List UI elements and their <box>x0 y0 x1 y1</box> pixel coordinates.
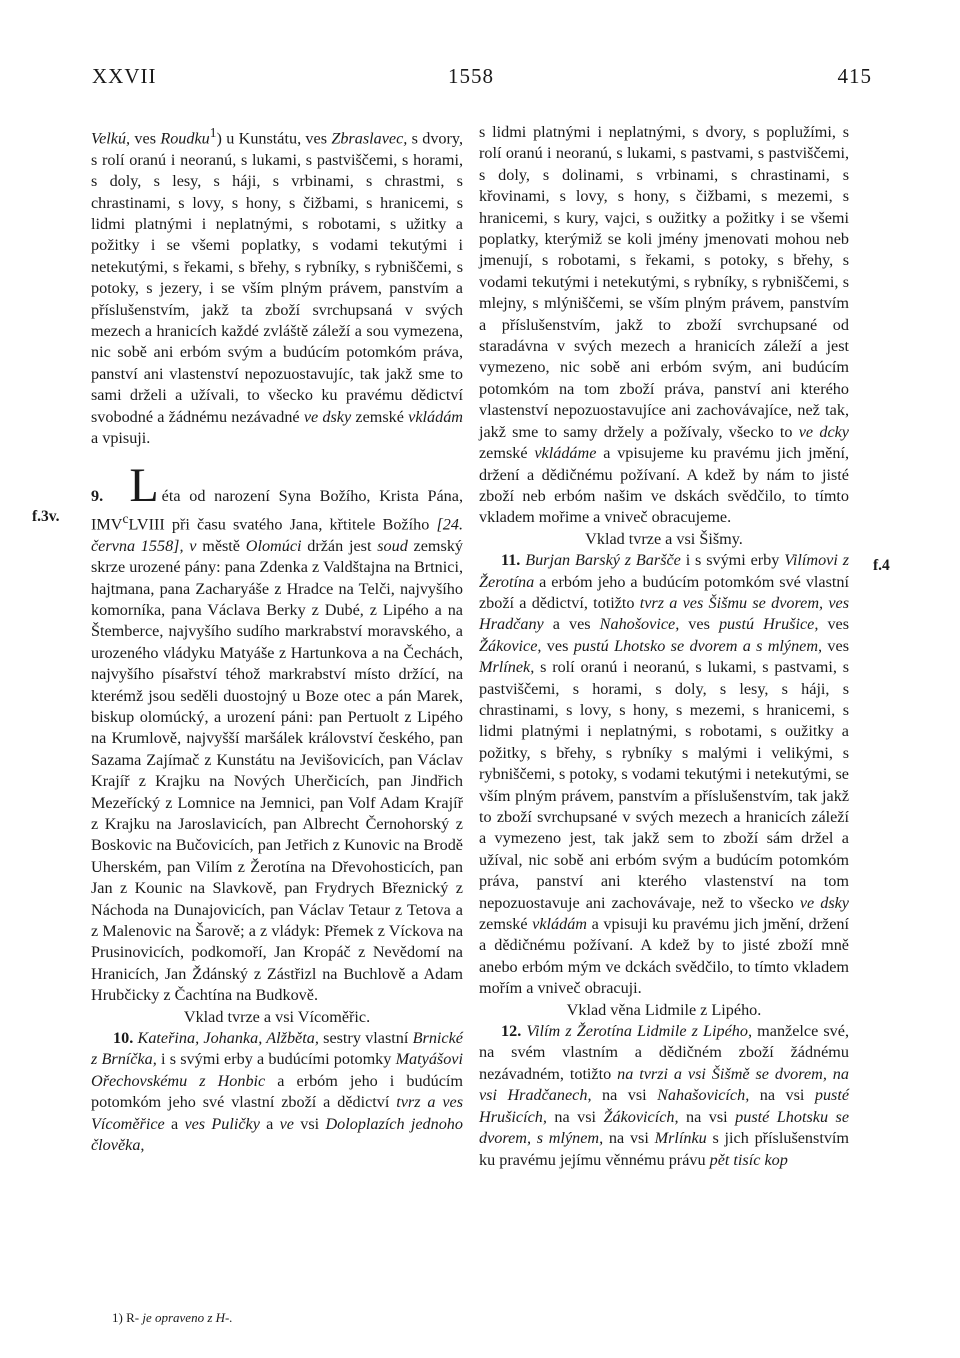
text: éta od narození Syna Božího, Krista Pána, IMV <box>91 487 463 534</box>
place-name: Žákovicích, <box>603 1107 679 1126</box>
text: manželce své, na svém vlastním a dědičném zboží žádnému nezávadném, totižto <box>479 1022 850 1083</box>
emphasis: ve dcky <box>798 422 849 441</box>
place-name: Zbraslavec, <box>331 129 408 148</box>
text: zemské <box>479 444 535 463</box>
emphasis: ve dsky <box>799 893 849 912</box>
text: a <box>259 1114 280 1133</box>
place-name: pusté Hrušicích, <box>479 1086 850 1126</box>
footnote-text: R- <box>122 1310 143 1325</box>
place-name: Olomúci <box>245 536 302 555</box>
text: na vsi <box>546 1107 604 1126</box>
place-name: Nahošovice, <box>599 615 680 634</box>
right-column <box>479 122 849 1171</box>
text: na vsi <box>603 1129 655 1148</box>
emphasis: vkládám <box>408 407 463 426</box>
text: a erbóm jeho a budúcím potomkóm své vlastní zboží a dědictví, totižto <box>479 572 849 612</box>
entry-number: 11. <box>501 551 521 570</box>
text: a vpisujeme ku pravému jich jmění, držení a dědičnému požívaní. A kdež by nám to jisté zboží neb erbóm našim ve dskách svědčilo, to tímto vkladem mořime a vniveč obracujeme. <box>479 444 849 527</box>
place-name: Mrlínek, <box>479 658 535 677</box>
person-name: Burjan Barský z Baršče <box>525 551 681 570</box>
text: a <box>164 1114 185 1133</box>
person-names: Kateřina, Johanka, Alžběta, <box>137 1029 319 1048</box>
page-header <box>92 64 872 94</box>
footnote-italic: je opraveno z H-. <box>142 1310 233 1325</box>
drop-cap: L <box>129 459 159 513</box>
footnote <box>112 1310 233 1326</box>
text: ves <box>130 129 161 148</box>
place-name: pusté Lhotsku se dvorem, s mlýnem, <box>479 1107 850 1148</box>
place-name: tvrz a ves Šišmu se dvorem, ves Hradčany <box>479 593 849 634</box>
text: i s svými erby a budúcími potomky <box>156 1050 396 1069</box>
text: ves <box>541 636 574 655</box>
text: městě <box>196 536 246 555</box>
place-name: ves Puličky <box>184 1114 260 1133</box>
footnote-ref: 1 <box>209 125 217 140</box>
text: na vsi <box>678 1107 736 1126</box>
emphasis: soud <box>377 536 408 555</box>
entry-number: 10. <box>113 1029 134 1048</box>
page-number: 415 <box>837 64 872 88</box>
section-heading: Vklad tvrze a vsi Šišmy. <box>585 529 743 548</box>
section-heading: Vklad věna Lidmile z Lipého. <box>566 1000 762 1019</box>
entry-12 <box>479 1021 849 1171</box>
place-name: Mrlínku <box>654 1129 707 1148</box>
place-name: tvrz a ves Vícoměřice <box>91 1093 463 1133</box>
place-name: pustú Hrušice, <box>718 615 819 634</box>
emphasis: pět tisíc kop <box>709 1150 788 1169</box>
footnote-marker: 1) <box>112 1310 123 1325</box>
text: na vsi <box>749 1086 815 1105</box>
chapter-number: XXVII <box>92 64 157 88</box>
entry-number: 9. <box>91 487 104 506</box>
text: ves <box>822 636 849 655</box>
section-heading: Vklad tvrze a vsi Vícoměřic. <box>183 1007 371 1026</box>
text: ) u Kunstátu, ves <box>216 129 332 148</box>
place-name: pustú Lhotsko se dvorem a s mlýnem, <box>573 636 823 655</box>
year: 1558 <box>448 64 494 88</box>
emphasis: ve dsky <box>303 407 352 426</box>
text: a vpisuji ku pravému jich jmění, držení a dědičnému požívaní. A kdež by to jisté zboží mně anebo erbóm mým ve dckách svědčilo, to tímto vkladem mořím a vniveč obracuji. <box>479 915 849 998</box>
person-name: Vilím z Žerotína Lidmile z Lipého, <box>526 1022 753 1041</box>
entry-10 <box>91 1028 463 1156</box>
text: a ves <box>543 615 600 634</box>
folio-marker-left: f.3v. <box>32 508 60 525</box>
person-name: Vilímovi z Žerotína <box>479 551 850 591</box>
text: na vsi <box>591 1086 658 1105</box>
left-column <box>91 122 463 1156</box>
entry-number: 12. <box>501 1022 522 1041</box>
text: ves <box>818 615 850 634</box>
superscript: c <box>122 510 129 526</box>
text: LVIII při času svatého Jana, křtitele Božího <box>128 515 437 534</box>
entry-9 <box>91 459 464 1006</box>
place-name: na tvrzi a vsi Šišmě se dvorem, na vsi Hradčanech, <box>479 1064 849 1105</box>
text: zemský skrze urozené pány: pana Zdenka z Valdštajna na Brtnici, hajtmana, pana Zacharyáše z Hradce na Telči, najvyšího komorníka, pana Václava Berky z Dubé, z Lipého a na Štemberce, najvyšího sudího markrabství moravského, a urozeného vládyku Matyáše z Hartunkova a na Čechách, najvyšího písařství téhož markrabství místo držící, na kterémž jsou seděli duostojný u Boze otec a pán Marek, biskup olomúcký, a urození páni: pan Pertuolt z Lipého na Krumlově, najvyšší maršálek království českého, pan Sazama Zajímač z Kunstátu na Jevišovicích, pan Václav Krajíř z Krajku na Nových Uherčicích, pan Jindřich Mezeřícký z Lomnice na Jemnici, pan Volf Adam Krajíř z Krajku na Jaroslavicích, pan Albrecht Černohorský z Boskovic na Bučovicích, pan Jetřich z Kunovic na Brodě Uherském, pan Vilím z Žerotína na Dřevohosticích, pan Jan z Kounic na Slavkově, pan Frydrych Březnický z Náchoda na Dunajovicích, pan Václav Tetaur z Tetova a z Malenovic na Šarově; a z vládyk: Přemek z Víckova na Prusinovicích, podkomoří, Jan Kropáč z Nevědomí na Hranicích, Jan Ždánský z Zástřizl na Buchlově a Adam Hrubčicky z Čachtína na Budkově. <box>91 536 464 1005</box>
emphasis: vkládám <box>532 915 587 934</box>
folio-marker-right: f.4 <box>873 557 890 574</box>
person-names: Brnické z Brníčka, <box>91 1029 463 1069</box>
place-name: Velkú, <box>91 129 131 148</box>
text: a erbóm jeho i budúcím potomkóm jeho své vlastní zboží a dědictví <box>91 1071 464 1112</box>
entry-11 <box>479 550 849 1000</box>
entry-8-continuation <box>91 122 463 449</box>
text: vsi <box>294 1114 326 1133</box>
date: [24. června 1558], v <box>91 515 463 555</box>
text: držán jest <box>301 536 378 555</box>
entry-10-continuation <box>479 122 849 529</box>
text: i s svými erby <box>680 551 785 570</box>
text: s dvory, s rolí oranú i neoranú, s lukami, s pastviščemi, s horami, s doly, s lesy, s háji, s vrbinami, s chrastmi, s chrastinami, s lovy, s hony, s čižbami, s hranicemi, s lidmi platnými i neplatnými, s robotami, s užitky a požitky i se všemi poplatky, s vodami tekutými i netekutými, s řekami, s břehy, s rybníky, s rybniščemi, s potoky, s jezery, i se vším plným právem, panstvím a příslušenstvím, jakž ta zboží svrchupsaná v svých mezech a hranicích každé zvláště záleží a sou vymezena, nic sobě ani erbóm svým a budúcím potomkóm práva, panství ani vlastenství nepozuostavujíc, tak jakž sme to sami drželi a užívali, to všecko ku pravému dědictví svobodné a žádnému nezávadné <box>91 129 463 426</box>
person-name: Matyášovi Ořechovskému z Honbic <box>91 1050 463 1090</box>
text: s rolí oranú i neoranú, s lukami, s pastvami, s pastviščemi, s horami, s doly, s lesy, s háji, s chrastinami, s lovy, s hony, s mezemi, s hranicemi, s lidmi platnými i neplatnými, s robotami, s oužitky a požitky, s břehy, s rybníky s malými i velikými, s rybniščemi, s potoky, s vodami tekutými i netekutými, se vším plným právem, panstvím a příslušenstvím, tak jakž to zboží svrchupsané v svých mezech a hranicích záleží a vymezeno jest, tak jakž sem to zboží sám držel a užíval, nic sobě ani erbóm svým a budúcím potomkóm práva, panství ani kterého vlastenství na tom nepozuostavuje ani zachovávaje, než to všecko <box>479 658 849 912</box>
text: sestry vlastní <box>318 1029 413 1048</box>
text: s lidmi platnými i neplatnými, s dvory, s poplužími, s rolí oranú i neoranú, s lukami, s pastvami, s pastviščemi, s doly, s dolinami, s vrbinami, s chrastinami, s křovinami, s lovy, s hony, s čižbami, s mezemi, s hranicemi, s kury, vajci, s oužitky a požitky i se všemi poplatky, kterýmiž se koli jmény jmenovati mohou neb jmenují, s robotami, s řekami, s potoky, s břehy, s vodami tekutými i netekutými, s rybníky, s rybniščemi, s mlejny, s mlýniščemi, se vším plným právem, panstvím a příslušenstvím, jakž to zboží svrchupsané od staradávna v svých mezech a hranicích záleží a jest vymezeno, nic sobě ani erbóm svým, ani budúcím potomkóm na tom zboží práva, panství ani kterého vlastenství nepozuostavujíce ani zachovávajíce, než tak, jakž sme to samy držely a požívaly, všecko to <box>479 123 849 441</box>
place-name: Doloplazích jednoho člověka, <box>91 1114 463 1155</box>
place-name: Žákovice, <box>479 636 542 655</box>
text: zemské <box>351 407 409 426</box>
place-name: Nahašovicích, <box>657 1086 750 1105</box>
text: a vpisuji. <box>91 429 151 448</box>
text: zemské <box>479 915 533 934</box>
emphasis: ve <box>279 1114 294 1133</box>
emphasis: vkládáme <box>534 444 597 463</box>
text: s jich příslušenstvím ku pravému jejímu věnnému právu <box>479 1129 850 1169</box>
place-name: Roudku <box>160 129 210 148</box>
text: ves <box>679 615 719 634</box>
